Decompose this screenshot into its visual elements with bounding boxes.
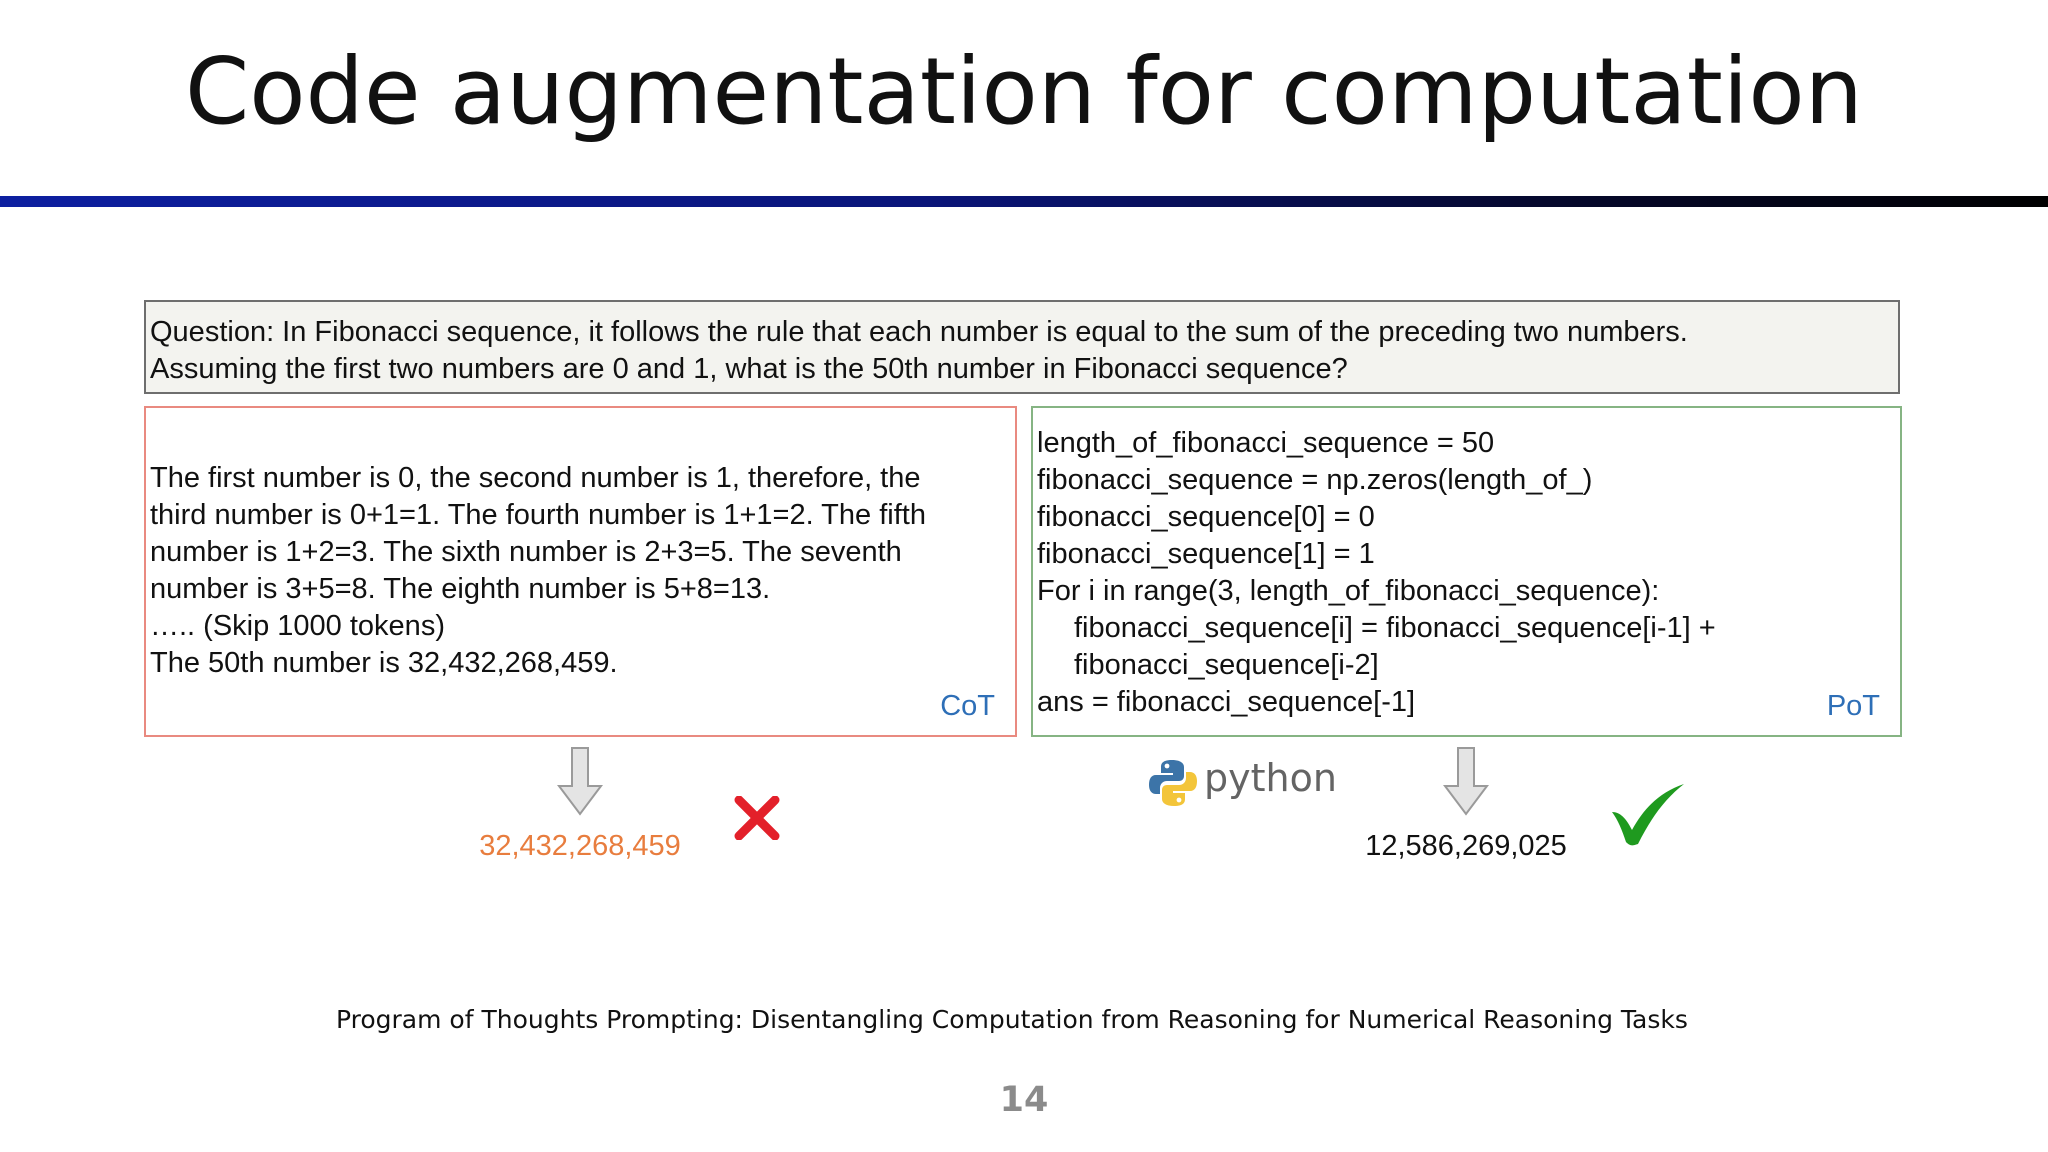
red-cross-icon xyxy=(733,796,781,840)
cot-line: The first number is 0, the second number is 1, therefore, the xyxy=(150,462,921,494)
pot-result: 12,586,269,025 xyxy=(1365,830,1567,862)
cot-panel xyxy=(144,406,1017,737)
cot-line: number is 1+2=3. The sixth number is 2+3=5. The seventh xyxy=(150,536,902,568)
code-line: length_of_fibonacci_sequence = 50 xyxy=(1037,427,1495,459)
cot-line: ….. (Skip 1000 tokens) xyxy=(150,610,445,642)
green-check-icon xyxy=(1610,782,1686,848)
pot-program-code xyxy=(1037,425,1716,721)
code-line: fibonacci_sequence[i-2] xyxy=(1074,649,1379,681)
cot-reasoning-text xyxy=(150,460,926,682)
cot-down-arrow-icon xyxy=(557,746,603,816)
cot-line: The 50th number is 32,432,268,459. xyxy=(150,647,618,679)
pot-tag: PoT xyxy=(1826,690,1880,722)
cot-result: 32,432,268,459 xyxy=(479,830,681,862)
code-line: ans = fibonacci_sequence[-1] xyxy=(1037,686,1416,718)
paper-citation: Program of Thoughts Prompting: Disentangling Computation from Reasoning for Numerical Reasoning Tasks xyxy=(336,1005,1688,1034)
python-label: python xyxy=(1204,756,1337,800)
slide-title: Code augmentation for computation xyxy=(185,38,1863,145)
pot-panel xyxy=(1031,406,1902,737)
title-divider xyxy=(0,196,2048,207)
cot-line: number is 3+5=8. The eighth number is 5+8=13. xyxy=(150,573,771,605)
pot-down-arrow-icon xyxy=(1443,746,1489,816)
python-logo-icon xyxy=(1148,758,1198,808)
question-box xyxy=(144,300,1900,394)
code-line: For i in range(3, length_of_fibonacci_sequence): xyxy=(1037,575,1660,607)
page-number: 14 xyxy=(999,1080,1049,1120)
code-line: fibonacci_sequence = np.zeros(length_of_) xyxy=(1037,464,1593,496)
cot-line: third number is 0+1=1. The fourth number is 1+1=2. The fifth xyxy=(150,499,926,531)
question-line: Assuming the first two numbers are 0 and 1, what is the 50th number in Fibonacci sequence? xyxy=(150,353,1348,385)
code-line: fibonacci_sequence[1] = 1 xyxy=(1037,538,1375,570)
cot-tag: CoT xyxy=(940,690,995,722)
question-line: Question: In Fibonacci sequence, it follows the rule that each number is equal to the sum of the preceding two numbers. xyxy=(150,316,1688,348)
code-line: fibonacci_sequence[0] = 0 xyxy=(1037,501,1375,533)
code-line: fibonacci_sequence[i] = fibonacci_sequence[i-1] + xyxy=(1074,612,1716,644)
